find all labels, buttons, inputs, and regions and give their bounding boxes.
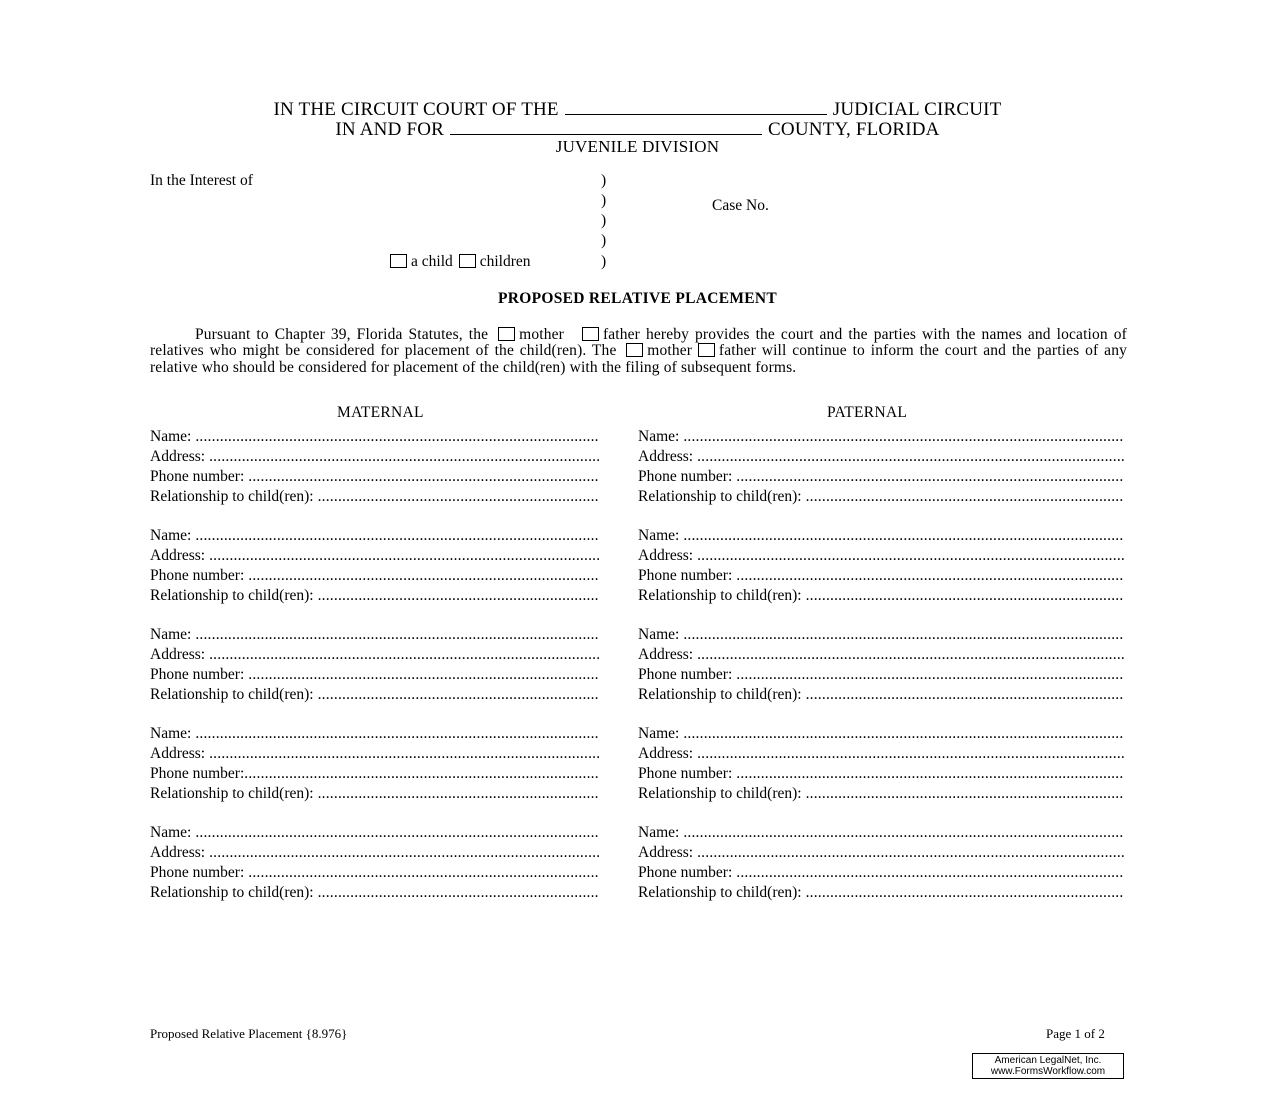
mother-checkbox-2[interactable]	[626, 343, 643, 357]
address-label: Address:	[150, 745, 206, 762]
in-interest-of-label: In the Interest of	[150, 172, 253, 189]
relationship-field[interactable]	[318, 686, 599, 704]
address-label: Address:	[638, 844, 694, 861]
father-checkbox-1[interactable]	[582, 327, 599, 341]
phone-label: Phone number:	[638, 765, 733, 782]
relationship-field[interactable]	[806, 884, 1124, 902]
phone-field[interactable]	[248, 666, 599, 684]
page-indicator: Page 1 of 2	[1046, 1026, 1105, 1041]
relationship-label: Relationship to child(ren):	[150, 686, 314, 703]
relationship-field[interactable]	[806, 686, 1124, 704]
relationship-field[interactable]	[806, 587, 1124, 605]
relative-block	[638, 527, 1124, 607]
name-field[interactable]	[195, 824, 599, 842]
address-field[interactable]	[209, 547, 599, 565]
relative-block	[638, 725, 1124, 805]
division-title: JUVENILE DIVISION	[555, 137, 720, 156]
relationship-field[interactable]	[318, 488, 599, 506]
phone-label: Phone number:	[150, 666, 245, 683]
phone-field[interactable]	[248, 864, 599, 882]
caption-paren: )	[601, 253, 607, 270]
relationship-field[interactable]	[806, 488, 1124, 506]
maternal-relatives-column	[150, 428, 599, 904]
form-identifier: Proposed Relative Placement {8.976}	[150, 1026, 348, 1041]
form-title: PROPOSED RELATIVE PLACEMENT	[497, 290, 778, 307]
address-label: Address:	[150, 844, 206, 861]
address-label: Address:	[150, 646, 206, 663]
address-field[interactable]	[697, 844, 1124, 862]
brand-line-1: American LegalNet, Inc.	[994, 1055, 1102, 1066]
name-label: Name:	[638, 428, 680, 445]
phone-label: Phone number:	[638, 468, 733, 485]
caption-paren: )	[601, 212, 607, 229]
phone-label: Phone number:	[150, 765, 245, 782]
relative-block	[150, 824, 599, 904]
name-field[interactable]	[683, 824, 1124, 842]
name-label: Name:	[150, 428, 192, 445]
name-label: Name:	[638, 527, 680, 544]
relationship-label: Relationship to child(ren):	[150, 785, 314, 802]
phone-label: Phone number:	[150, 864, 245, 881]
phone-label: Phone number:	[638, 567, 733, 584]
relationship-label: Relationship to child(ren):	[150, 488, 314, 505]
address-field[interactable]	[209, 844, 599, 862]
name-field[interactable]	[195, 626, 599, 644]
address-field[interactable]	[209, 448, 599, 466]
address-label: Address:	[638, 745, 694, 762]
caption-paren: )	[601, 192, 607, 209]
relationship-label: Relationship to child(ren):	[638, 785, 802, 802]
relationship-label: Relationship to child(ren):	[638, 488, 802, 505]
judicial-circuit-blank[interactable]	[565, 98, 827, 115]
relationship-field[interactable]	[318, 785, 599, 803]
relationship-label: Relationship to child(ren):	[638, 587, 802, 604]
address-field[interactable]	[697, 646, 1124, 664]
relative-block	[638, 824, 1124, 904]
caption-paren: )	[601, 172, 607, 189]
phone-field[interactable]	[736, 765, 1124, 783]
case-number-label: Case No.	[712, 197, 769, 214]
phone-label: Phone number:	[638, 666, 733, 683]
relationship-label: Relationship to child(ren):	[638, 884, 802, 901]
address-field[interactable]	[209, 646, 599, 664]
relative-block	[150, 626, 599, 706]
name-label: Name:	[150, 725, 192, 742]
name-field[interactable]	[683, 527, 1124, 545]
caption-paren: )	[601, 232, 607, 249]
address-label: Address:	[150, 448, 206, 465]
phone-field[interactable]	[248, 468, 599, 486]
name-field[interactable]	[683, 626, 1124, 644]
phone-field[interactable]	[736, 468, 1124, 486]
phone-label: Phone number:	[150, 468, 245, 485]
address-label: Address:	[638, 547, 694, 564]
child-option-row: a child children	[386, 253, 531, 271]
brand-line-2: www.FormsWorkflow.com	[990, 1066, 1106, 1077]
phone-label: Phone number:	[150, 567, 245, 584]
placement-statement: Pursuant to Chapter 39, Florida Statutes, the mother father hereby provides the court and the parties with the names and location of relatives who might be considered for placement of the child(ren). The mother father will continue to inform the court and the parties of any relative who should be considered for placement of the child(ren) with the filing of subsequent forms.	[150, 326, 1127, 376]
address-field[interactable]	[697, 745, 1124, 763]
paternal-heading: PATERNAL	[827, 404, 908, 421]
court-header-line-2: IN AND FOR COUNTY, FLORIDA	[335, 119, 940, 140]
address-field[interactable]	[697, 547, 1124, 565]
phone-field[interactable]	[248, 567, 599, 585]
name-label: Name:	[150, 824, 192, 841]
phone-field[interactable]	[736, 864, 1124, 882]
name-field[interactable]	[683, 428, 1124, 446]
relative-block	[150, 725, 599, 805]
relative-block	[150, 428, 599, 508]
a-child-checkbox[interactable]	[390, 254, 407, 268]
name-field[interactable]	[195, 527, 599, 545]
address-label: Address:	[150, 547, 206, 564]
relative-block	[638, 428, 1124, 508]
brand-logo	[972, 1053, 1124, 1079]
phone-field[interactable]	[244, 765, 599, 783]
address-field[interactable]	[697, 448, 1124, 466]
mother-checkbox-1[interactable]	[498, 327, 515, 341]
name-field[interactable]	[195, 725, 599, 743]
name-label: Name:	[638, 626, 680, 643]
address-label: Address:	[638, 646, 694, 663]
phone-field[interactable]	[736, 567, 1124, 585]
phone-field[interactable]	[736, 666, 1124, 684]
relationship-field[interactable]	[806, 785, 1124, 803]
relative-block	[638, 626, 1124, 706]
name-label: Name:	[638, 824, 680, 841]
relative-block	[150, 527, 599, 607]
county-blank[interactable]	[450, 118, 762, 135]
children-checkbox[interactable]	[459, 254, 476, 268]
name-label: Name:	[150, 527, 192, 544]
relationship-field[interactable]	[318, 884, 599, 902]
name-label: Name:	[638, 725, 680, 742]
address-field[interactable]	[209, 745, 599, 763]
paternal-relatives-column	[638, 428, 1124, 904]
name-field[interactable]	[195, 428, 599, 446]
relationship-label: Relationship to child(ren):	[150, 884, 314, 901]
court-header-line-1: IN THE CIRCUIT COURT OF THE JUDICIAL CIRCUIT	[273, 99, 1002, 120]
name-label: Name:	[150, 626, 192, 643]
relationship-label: Relationship to child(ren):	[638, 686, 802, 703]
address-label: Address:	[638, 448, 694, 465]
father-checkbox-2[interactable]	[698, 343, 715, 357]
relationship-field[interactable]	[318, 587, 599, 605]
maternal-heading: MATERNAL	[337, 404, 424, 421]
relationship-label: Relationship to child(ren):	[150, 587, 314, 604]
phone-label: Phone number:	[638, 864, 733, 881]
name-field[interactable]	[683, 725, 1124, 743]
